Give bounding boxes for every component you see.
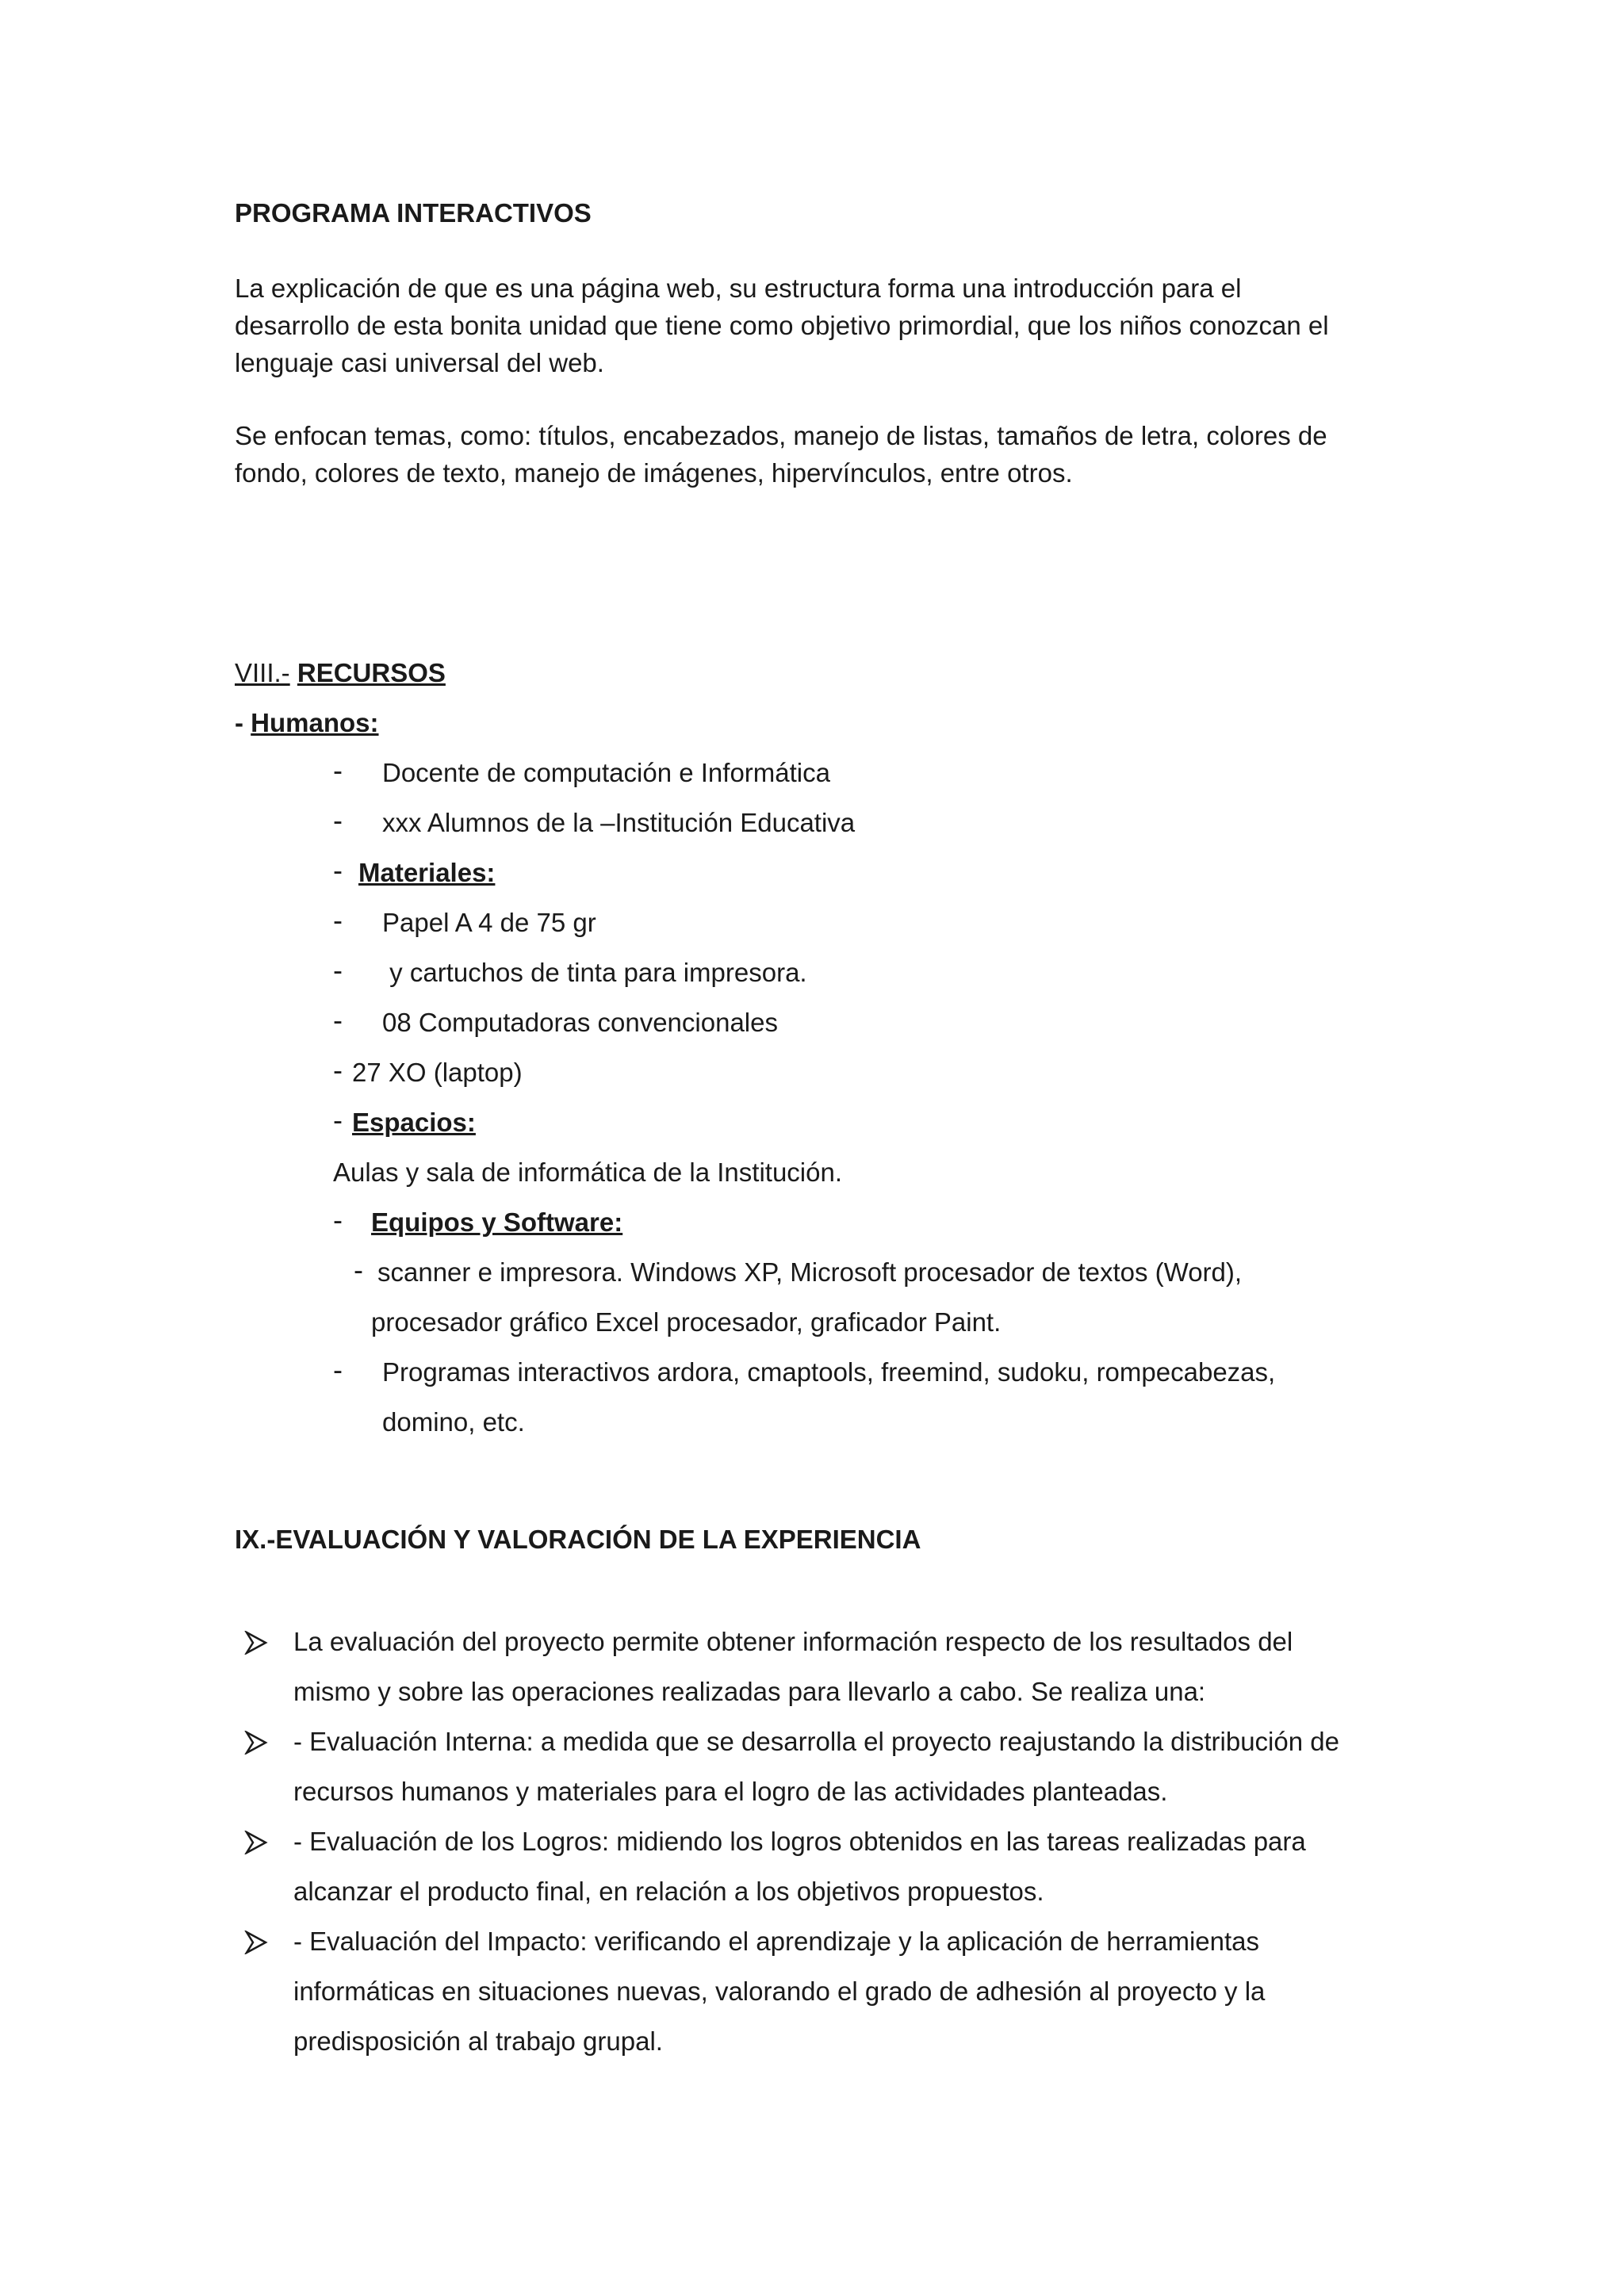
paragraph-line: Se enfocan temas, como: títulos, encabezados, manejo de listas, tamaños de letra, colores de bbox=[235, 421, 1327, 450]
dash-bullet: - bbox=[333, 1054, 343, 1086]
section-title-recursos: RECURSOS bbox=[297, 658, 446, 687]
dash-bullet: - bbox=[333, 1104, 343, 1136]
bullet-text: La evaluación del proyecto permite obtener información respecto de los resultados del bbox=[293, 1627, 1293, 1656]
arrowhead-bullet-icon bbox=[244, 1631, 268, 1655]
dash-bullet: - bbox=[333, 854, 343, 886]
arrowhead-bullet-icon bbox=[244, 1731, 268, 1755]
dash-bullet: - bbox=[354, 1253, 363, 1286]
bullet-text: recursos humanos y materiales para el logro de las actividades planteadas. bbox=[293, 1777, 1168, 1806]
dash-bullet: - bbox=[333, 954, 343, 986]
list-item-continuation: domino, etc. bbox=[382, 1407, 525, 1437]
dash-bullet: - bbox=[333, 904, 343, 936]
arrowhead-bullet-icon bbox=[244, 1831, 268, 1854]
list-item: scanner e impresora. Windows XP, Microsoft procesador de textos (Word), bbox=[377, 1257, 1243, 1287]
paragraph-line: fondo, colores de texto, manejo de imágenes, hipervínculos, entre otros. bbox=[235, 458, 1073, 488]
bullet-text: - Evaluación de los Logros: midiendo los logros obtenidos en las tareas realizadas para bbox=[293, 1827, 1306, 1856]
bullet-text: predisposición al trabajo grupal. bbox=[293, 2026, 663, 2056]
list-item: Docente de computación e Informática bbox=[382, 758, 830, 787]
dash-bullet: - bbox=[333, 1203, 343, 1236]
subheading-materiales: Materiales: bbox=[358, 858, 496, 887]
bullet-text: alcanzar el producto final, en relación a los objetivos propuestos. bbox=[293, 1877, 1044, 1906]
paragraph-line: desarrollo de esta bonita unidad que tiene como objetivo primordial, que los niños conozcan el bbox=[235, 311, 1329, 340]
bullet-text: informáticas en situaciones nuevas, valorando el grado de adhesión al proyecto y la bbox=[293, 1976, 1266, 2006]
subheading-espacios: Espacios: bbox=[352, 1108, 476, 1137]
paragraph-line: La explicación de que es una página web, su estructura forma una introducción para el bbox=[235, 274, 1242, 303]
section-title-programa: PROGRAMA INTERACTIVOS bbox=[235, 198, 592, 228]
section-title-evaluacion: IX.-EVALUACIÓN Y VALORACIÓN DE LA EXPERIENCIA bbox=[235, 1525, 921, 1554]
dash-bullet: - bbox=[333, 804, 343, 836]
bullet-text: - Evaluación Interna: a medida que se desarrolla el proyecto reajustando la distribución de bbox=[293, 1727, 1339, 1756]
dash-bullet: - bbox=[333, 754, 343, 786]
list-item: 08 Computadoras convencionales bbox=[382, 1008, 778, 1037]
subheading-humanos bbox=[235, 704, 379, 742]
bullet-text: - Evaluación del Impacto: verificando el aprendizaje y la aplicación de herramientas bbox=[293, 1927, 1260, 1956]
bullet-text: mismo y sobre las operaciones realizadas para llevarlo a cabo. Se realiza una: bbox=[293, 1677, 1206, 1706]
dash-bullet: - bbox=[333, 1353, 343, 1386]
arrowhead-bullet-icon bbox=[244, 1931, 268, 1954]
list-item: 27 XO (laptop) bbox=[352, 1058, 523, 1087]
list-item: xxx Alumnos de la –Institución Educativa bbox=[382, 808, 856, 837]
dash-prefix: - bbox=[235, 708, 251, 737]
subheading-equipos: Equipos y Software: bbox=[371, 1207, 623, 1237]
section-heading-recursos bbox=[235, 654, 446, 692]
list-item: Programas interactivos ardora, cmaptools, freemind, sudoku, rompecabezas, bbox=[382, 1357, 1276, 1387]
dash-bullet: - bbox=[333, 1004, 343, 1036]
list-item-continuation: procesador gráfico Excel procesador, graficador Paint. bbox=[371, 1307, 1002, 1337]
section-number: VIII.- bbox=[235, 658, 290, 687]
list-item: Papel A 4 de 75 gr bbox=[382, 908, 596, 937]
list-item: y cartuchos de tinta para impresora. bbox=[382, 958, 807, 987]
humanos-label: Humanos: bbox=[251, 708, 379, 737]
paragraph-line: lenguaje casi universal del web. bbox=[235, 348, 604, 377]
list-item: Aulas y sala de informática de la Institución. bbox=[333, 1158, 843, 1187]
